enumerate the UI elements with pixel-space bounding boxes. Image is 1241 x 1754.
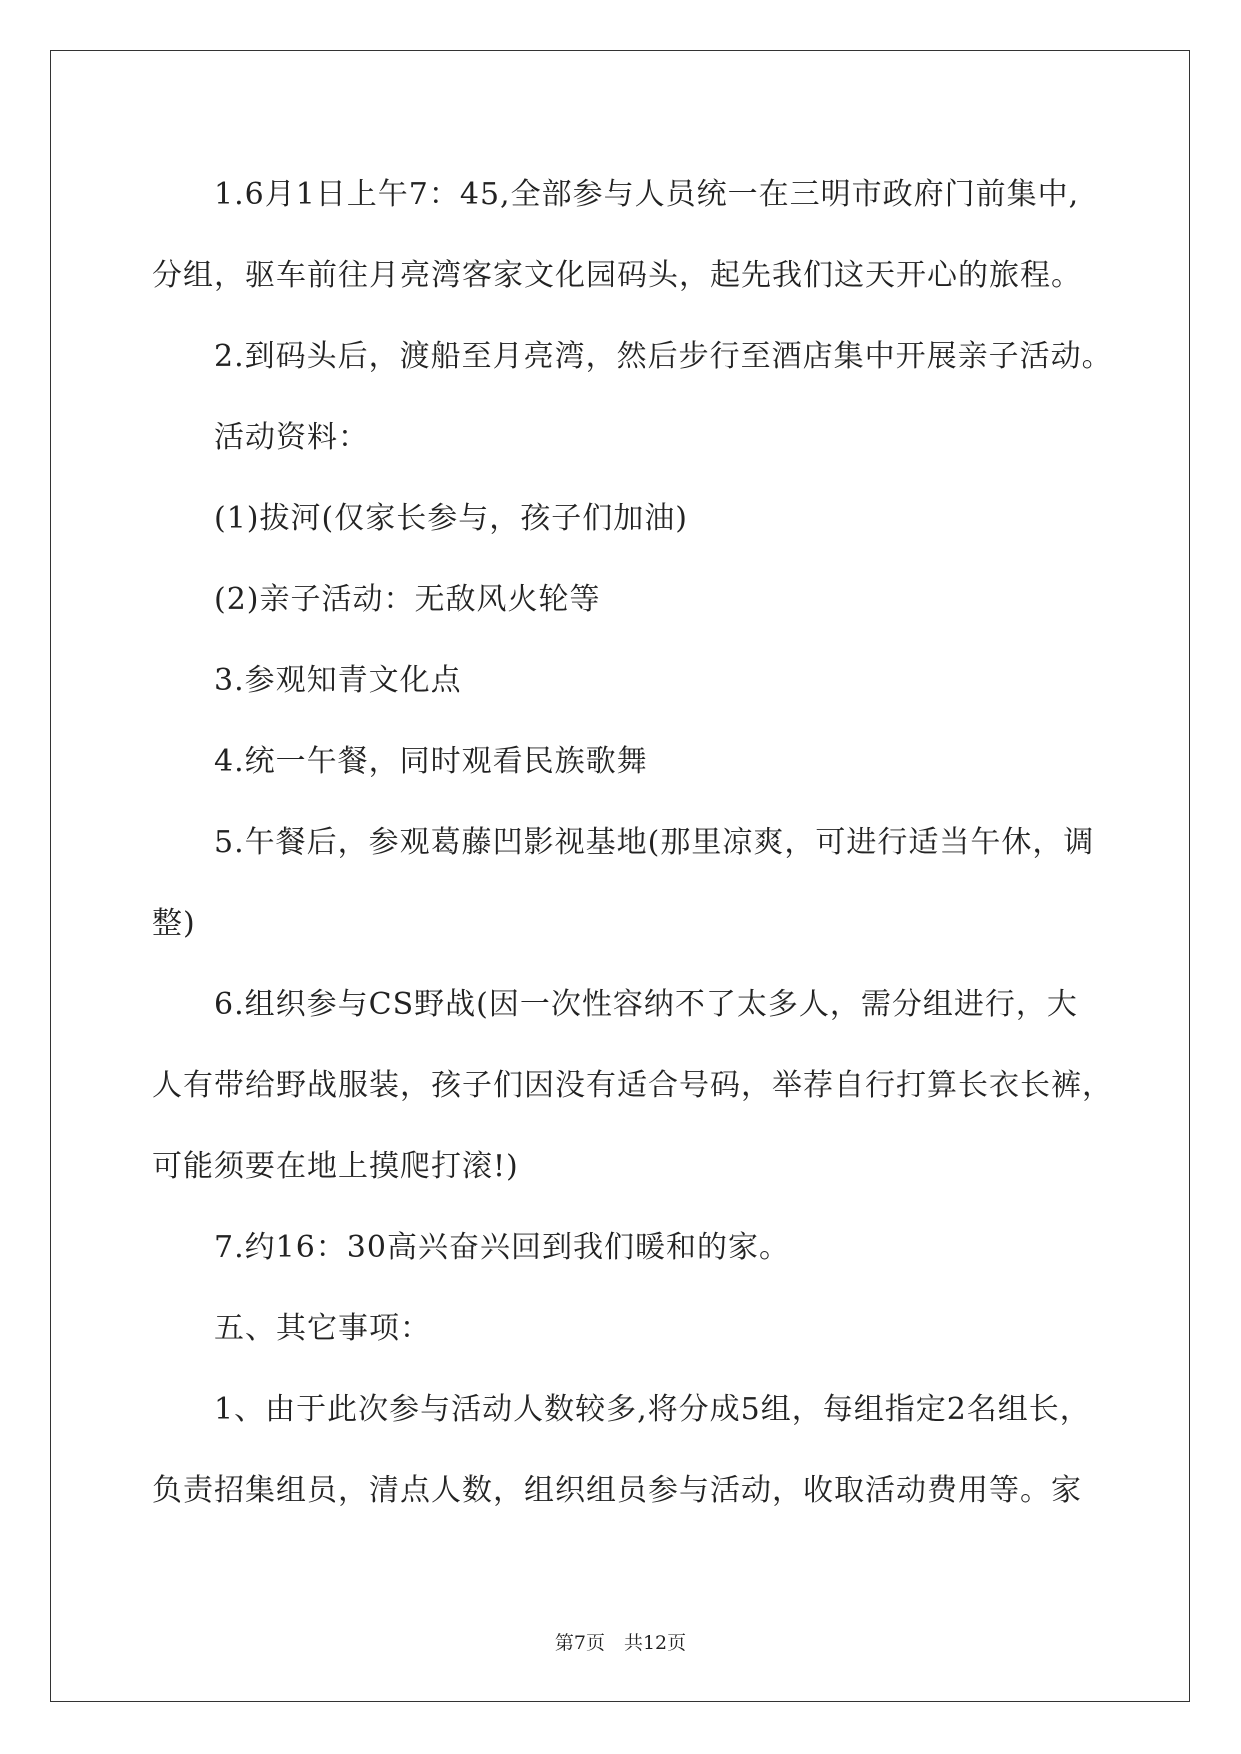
paragraph-line: 人有带给野战服装，孩子们因没有适合号码，举荐自行打算长衣长裤， [152, 1068, 1113, 1103]
paragraph-line: 整) [152, 906, 196, 941]
paragraph-line: 6.组织参与CS野战(因一次性容纳不了太多人，需分组进行，大 [214, 987, 1078, 1022]
paragraph-line: 活动资料： [214, 420, 369, 455]
paragraph-line: 分组，驱车前往月亮湾客家文化园码头，起先我们这天开心的旅程。 [152, 258, 1082, 293]
section-heading: 五、其它事项： [214, 1311, 431, 1346]
page-number-footer: 第7页 共12页 [554, 1632, 687, 1654]
paragraph-line: 7.约16：30高兴奋兴回到我们暖和的家。 [214, 1230, 790, 1265]
paragraph-line: 1、由于此次参与活动人数较多,将分成5组，每组指定2名组长， [214, 1392, 1091, 1427]
paragraph-line: 2.到码头后，渡船至月亮湾，然后步行至酒店集中开展亲子活动。 [214, 339, 1113, 374]
document-body [152, 160, 1113, 1537]
paragraph-line: 可能须要在地上摸爬打滚!) [152, 1149, 519, 1184]
paragraph-line: (2)亲子活动：无敌风火轮等 [214, 582, 601, 617]
paragraph-line: (1)拔河(仅家长参与，孩子们加油) [214, 501, 688, 536]
paragraph-line: 负责招集组员，清点人数，组织组员参与活动，收取活动费用等。家 [152, 1473, 1082, 1508]
paragraph-line: 4.统一午餐，同时观看民族歌舞 [214, 744, 648, 779]
paragraph-line: 3.参观知青文化点 [214, 663, 462, 698]
paragraph-line: 1.6月1日上午7：45,全部参与人员统一在三明市政府门前集中, [214, 177, 1080, 212]
paragraph-line: 5.午餐后，参观葛藤凹影视基地(那里凉爽，可进行适当午休，调 [214, 825, 1095, 860]
